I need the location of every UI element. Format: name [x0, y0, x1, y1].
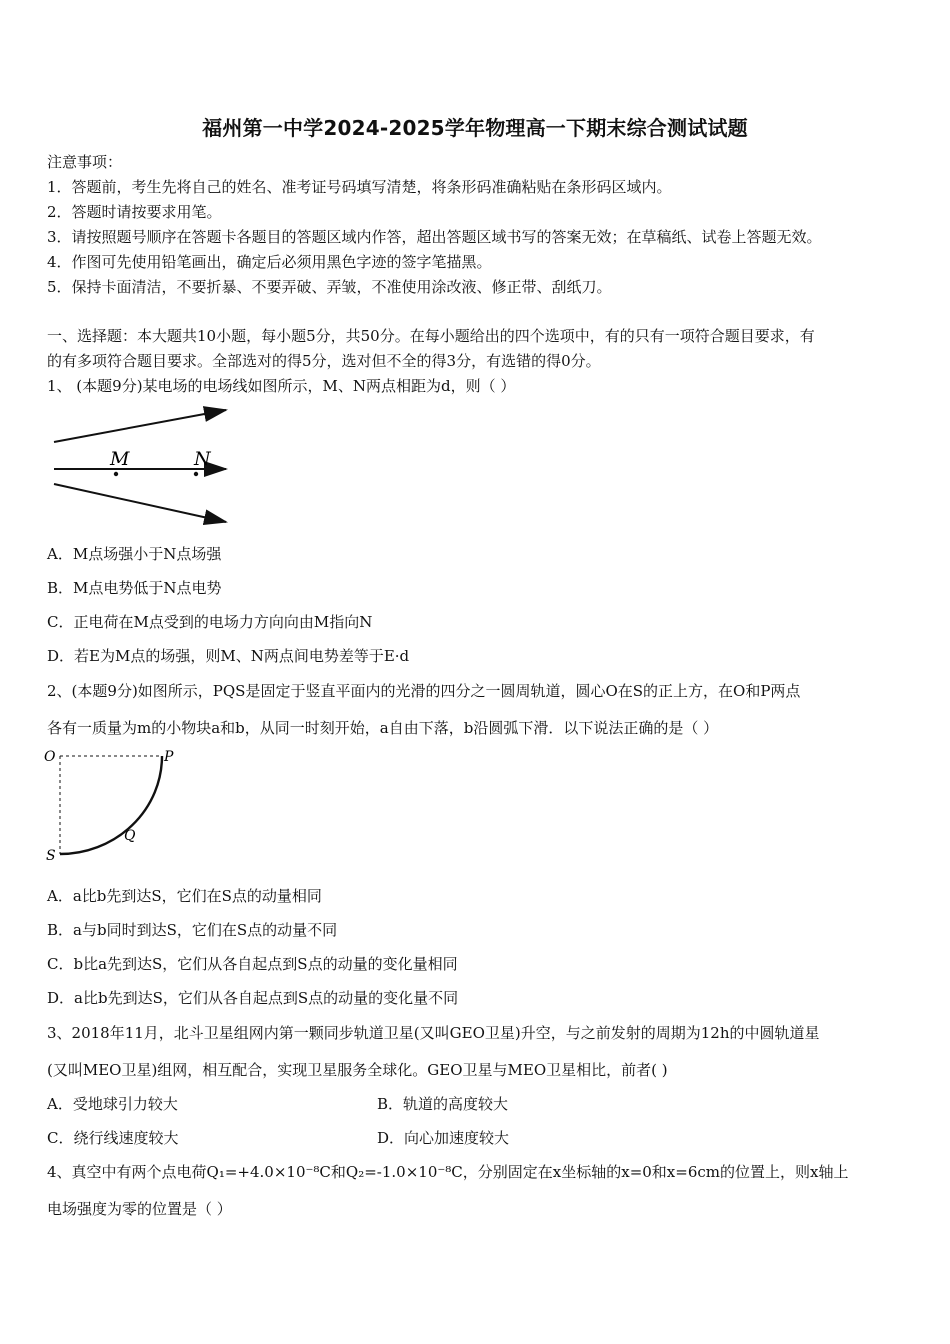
question-1-option-a: A．M点场强小于N点场强	[47, 545, 222, 563]
question-3-stem-line2: (又叫MEO卫星)组网，相互配合，实现卫星服务全球化。GEO卫星与MEO卫星相比，前者( )	[47, 1061, 668, 1079]
notice-heading: 注意事项：	[47, 153, 123, 171]
question-4-stem-line2: 电场强度为零的位置是（ ）	[47, 1200, 232, 1218]
question-2-stem-line1: 2、(本题9分)如图所示，PQS是固定于竖直平面内的光滑的四分之一圆周轨道，圆心O在S的正上方，在O和P两点	[47, 682, 801, 700]
question-3-stem-line1: 3、2018年11月，北斗卫星组网内第一颗同步轨道卫星(又叫GEO卫星)升空，与之前发射的周期为12h的中圆轨道星	[47, 1024, 820, 1042]
label-n: N	[194, 448, 211, 470]
notice-item: 1．答题前，考生先将自己的姓名、准考证号码填写清楚，将条形码准确粘贴在条形码区域内。	[47, 178, 672, 196]
label-m: M	[110, 448, 130, 470]
page-title: 福州第一中学2024-2025学年物理高一下期末综合测试试题	[202, 116, 748, 140]
label-q: Q	[124, 828, 136, 844]
notice-item: 3．请按照题号顺序在答题卡各题目的答题区域内作答，超出答题区域书写的答案无效；在草稿纸、试卷上答题无效。	[47, 228, 822, 246]
label-o: O	[44, 749, 56, 765]
question-1-option-c: C．正电荷在M点受到的电场力方向向由M指向N	[47, 613, 373, 631]
label-p: P	[164, 749, 174, 765]
question-4-stem-line1: 4、真空中有两个点电荷Q₁=+4.0×10⁻⁸C和Q₂=-1.0×10⁻⁸C，分别固定在x坐标轴的x=0和x=6cm的位置上，则x轴上	[47, 1163, 849, 1181]
question-1-option-d: D．若E为M点的场强，则M、N两点间电势差等于E·d	[47, 647, 410, 665]
question-3-option-a: A．受地球引力较大	[47, 1095, 178, 1113]
field-line-top	[54, 410, 226, 442]
question-1-stem: 1、 (本题9分)某电场的电场线如图所示，M、N两点相距为d，则（ ）	[47, 377, 516, 395]
point-n	[194, 472, 198, 476]
notice-item: 5．保持卡面清洁，不要折暴、不要弄破、弄皱，不准使用涂改液、修正带、刮纸刀。	[47, 278, 612, 296]
quarter-circle-track-figure	[44, 744, 184, 868]
section-intro-line1: 一、选择题：本大题共10小题，每小题5分，共50分。在每小题给出的四个选项中，有的只有一项符合题目要求，有	[47, 327, 815, 345]
notice-item: 4．作图可先使用铅笔画出，确定后必须用黑色字迹的签字笔描黑。	[47, 253, 492, 271]
question-2-option-c: C．b比a先到达S，它们从各自起点到S点的动量的变化量相同	[47, 955, 458, 973]
arc-track	[60, 756, 162, 854]
question-2-option-d: D．a比b先到达S，它们从各自起点到S点的动量的变化量不同	[47, 989, 459, 1007]
question-2-stem-line2: 各有一质量为m的小物块a和b，从同一时刻开始，a自由下落，b沿圆弧下滑．以下说法正确的是（ ）	[47, 719, 719, 737]
section-intro-line2: 的有多项符合题目要求。全部选对的得5分，选对但不全的得3分，有选错的得0分。	[47, 352, 601, 370]
question-3-option-c: C．绕行线速度较大	[47, 1129, 179, 1147]
question-1-option-b: B．M点电势低于N点电势	[47, 579, 222, 597]
electric-field-lines-figure	[50, 404, 230, 528]
question-3-option-b: B．轨道的高度较大	[377, 1095, 509, 1113]
notice-item: 2．答题时请按要求用笔。	[47, 203, 222, 221]
point-m	[114, 472, 118, 476]
label-s: S	[46, 848, 56, 864]
question-2-option-b: B．a与b同时到达S，它们在S点的动量不同	[47, 921, 338, 939]
question-2-option-a: A．a比b先到达S，它们在S点的动量相同	[47, 887, 322, 905]
field-line-bottom	[54, 484, 226, 522]
question-3-option-d: D．向心加速度较大	[377, 1129, 510, 1147]
